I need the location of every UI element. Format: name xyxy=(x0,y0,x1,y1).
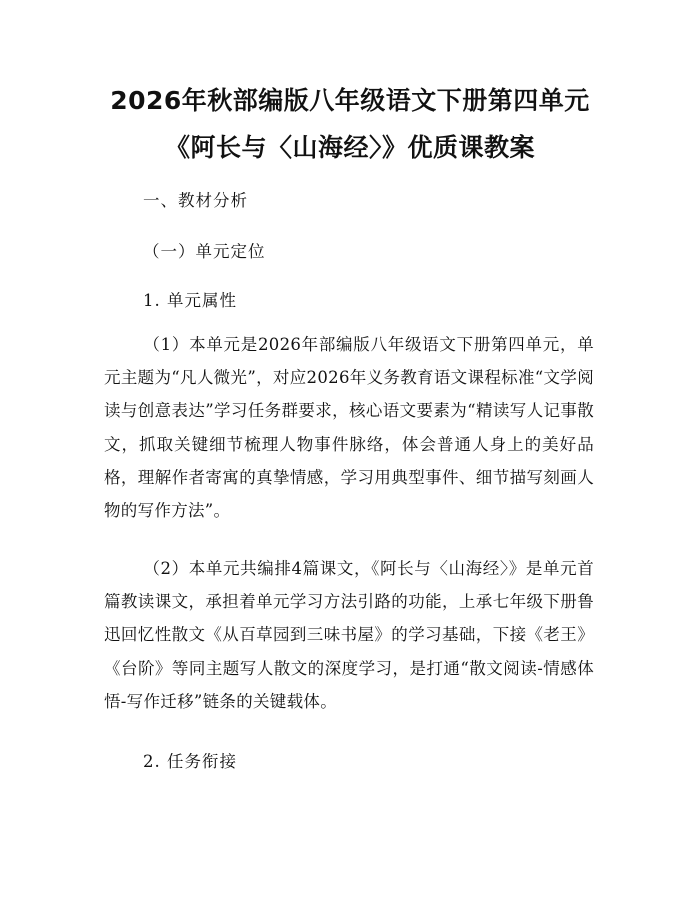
item-heading-unit-attributes: 1. 单元属性 xyxy=(143,291,237,310)
subsection-heading-unit-positioning: （一）单元定位 xyxy=(143,242,266,261)
body-paragraph-1 xyxy=(104,328,594,527)
item-heading-task-connection: 2. 任务衔接 xyxy=(143,752,237,771)
body-paragraph-1-text: （1）本单元是2026年部编版八年级语文下册第四单元，单元主题为“凡人微光”，对应2026年义务教育语文课程标准“文学阅读与创意表达”学习任务群要求，核心语文要素为“精读写人记事散文，抓取关键细节梳理人物事件脉络，体会普通人身上的美好品格，理解作者寄寓的真挚情感，学习用典型事件、细节描写刻画人物的写作方法”。 xyxy=(104,335,594,521)
document-title-line-1: 2026年秋部编版八年级语文下册第四单元 xyxy=(110,86,590,115)
section-heading-textbook-analysis: 一、教材分析 xyxy=(143,191,248,210)
body-paragraph-2-text: （2）本单元共编排4篇课文，《阿长与〈山海经〉》是单元首篇教读课文，承担着单元学习方法引路的功能，上承七年级下册鲁迅回忆性散文《从百草园到三味书屋》的学习基础，下接《老王》《台阶》等同主题写人散文的深度学习，是打通“散文阅读-情感体悟-写作迁移”链条的关键载体。 xyxy=(104,559,594,711)
document-title-line-2: 《阿长与〈山海经〉》优质课教案 xyxy=(164,133,535,162)
body-paragraph-2 xyxy=(104,552,594,718)
